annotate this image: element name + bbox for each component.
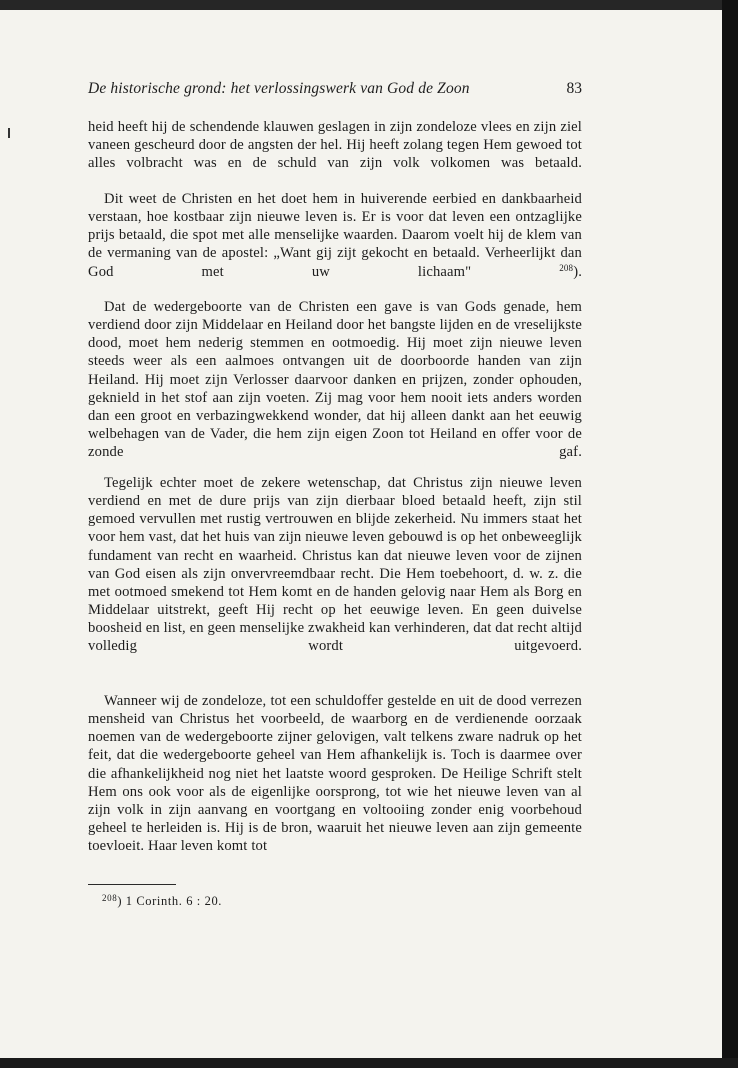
footnote-text: ) 1 Corinth. 6 : 20. <box>117 894 223 908</box>
scan-border-top <box>0 0 738 10</box>
paragraph-rebirth-gift: Dat de wedergeboorte van de Christen een gave is van Gods genade, hem verdiend door zijn Middelaar en Heiland door het bangste lijden en de vreselijkste dood, moet hem nederig stemmen en ootmoedig. Hij moet zijn nieuwe leven steeds weer als een aalmoes ontvangen uit de doorboorde handen van zijn Heiland. Hij moet zijn Verlosser daarvoor danken en prijzen, zonder ophouden, geknield in het stof aan zijn voeten. Zij mag voor hem nooit iets anders worden dan een groot en verbazingwekkend wonder, dat hij alleen dankt aan het eeuwig welbehagen van de Vader, die hem zijn eigen Zoon tot Heiland en offer voor de zonde gaf. <box>88 299 582 461</box>
paragraph-continuation: heid heeft hij de schendende klauwen geslagen in zijn zondeloze vlees en zijn ziel vaneen gescheurd door de angsten der hel. Hij heeft zolang tegen Hem gewoed tot alles volbracht was en de schuld van zijn volk volkomen was betaald. <box>88 119 582 172</box>
paragraph-dependence: Wanneer wij de zondeloze, tot een schuldoffer gestelde en uit de dood verrezen mensheid van Christus het voorbeeld, de waarborg en de verdienende oorzaak noemen van de wedergeboorte zijner gelovigen, valt telkens zware nadruk op het feit, dat die wedergeboorte geheel van Hem afhankelijk is. Toch is daarmee over die afhankelijkheid nog niet het laatste woord gesproken. De Heilige Schrift stelt Hem ons ook voor als de eigenlijke oorsprong, tot wie het nieuwe leven van al zijn volk in zijn aanvang en voortgang en voltooiing zonder enig voorbehoud geheel te herleiden is. Hij is de bron, waaruit het nieuwe leven aan zijn gemeente toevloeit. Haar leven komt tot <box>88 693 582 855</box>
scan-border-bottom <box>0 1058 738 1068</box>
paragraph-price-paid <box>88 190 582 281</box>
footnote-reference[interactable]: 208 <box>559 262 574 273</box>
running-head <box>88 80 582 102</box>
paragraph-certainty: Tegelijk echter moet de zekere wetenschap, dat Christus zijn nieuwe leven verdiend en met de dure prijs van zijn dierbaar bloed betaald heeft, zijn stil gemoed vervullen met rustig vertrouwen en blijde zekerheid. Nu immers staat het voor hem vast, dat het huis van zijn nieuwe leven gebouwd is op het onbeweeglijk fundament van recht en waarheid. Christus kan dat nieuwe leven voor de zijnen van God eisen als zijn onvervreemdbaar recht. Die Hem toebehoort, d. w. z. die met ootmoed smekend tot Hem komt en de handen gelovig naar Hem als Borg en Middelaar uitstrekt, geeft Hij recht op het eeuwige leven. En geen duivelse boosheid en list, en geen menselijke zwakheid kan verhinderen, dat dat recht altijd volledig wordt uitgevoerd. <box>88 475 582 655</box>
scan-edge-mark <box>8 128 10 138</box>
footnote-mark: 208 <box>102 893 118 903</box>
paragraph-end: ). <box>573 263 582 280</box>
paragraph-text: Dit weet de Christen en het doet hem in huiverende eerbied en dankbaarheid verstaan, hoe kostbaar zijn nieuwe leven is. Er is voor dat leven een ontzaglijke prijs betaald, die spot met alle menselijke waarden. Daarom voelt hij de klem van de vermaning van de apostel: „Want gij zijt gekocht en betaald. Verheerlijkt dan God met uw lichaam" <box>88 191 582 280</box>
page-number: 83 <box>566 80 582 97</box>
running-head-title: De historische grond: het verlossingswerk van God de Zoon <box>88 80 470 97</box>
footnote-rule <box>88 884 176 885</box>
scan-border-right <box>722 0 738 1068</box>
footnote <box>102 893 222 909</box>
